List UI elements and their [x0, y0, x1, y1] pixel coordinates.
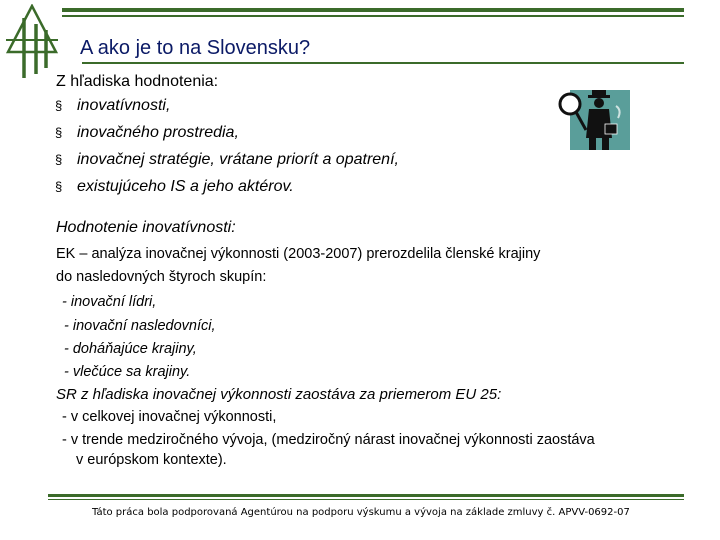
section-heading: Hodnotenie inovatívnosti: — [56, 219, 236, 236]
sr-item: - v trende medziročného vývoja, (medziročný nárast inovačnej výkonnosti zaostáva — [62, 432, 595, 448]
group-item: - vlečúce sa krajiny. — [64, 364, 191, 380]
header-rule-thin — [62, 15, 684, 17]
bullet-item: inovatívnosti, — [77, 97, 171, 114]
ek-text-line: do nasledovných štyroch skupín: — [56, 269, 267, 285]
bullet-marker: § — [55, 179, 63, 194]
bullet-item: existujúceho IS a jeho aktérov. — [77, 178, 294, 195]
detective-magnifier-icon — [556, 86, 634, 156]
ek-text-line: EK – analýza inovačnej výkonnosti (2003-2007) prerozdelila členské krajiny — [56, 246, 541, 262]
bullet-marker: § — [55, 152, 63, 167]
footer-rule — [48, 494, 684, 497]
page-title: A ako je to na Slovensku? — [80, 37, 311, 59]
footer-text: Táto práca bola podporovaná Agentúrou na podporu výskumu a vývoja na základe zmluvy č. APVV-0692-07 — [92, 507, 630, 518]
title-underline — [82, 62, 684, 64]
bullet-marker: § — [55, 125, 63, 140]
bullet-item: inovačnej stratégie, vrátane priorít a opatrení, — [77, 151, 399, 168]
header-rule — [62, 8, 684, 12]
footer-rule-thin — [48, 499, 684, 500]
sr-item: - v celkovej inovačnej výkonnosti, — [62, 409, 277, 425]
group-item: - doháňajúce krajiny, — [64, 341, 197, 357]
sr-heading: SR z hľadiska inovačnej výkonnosti zaostáva za priemerom EU 25: — [56, 386, 502, 403]
logo — [4, 4, 60, 80]
intro-text: Z hľadiska hodnotenia: — [56, 73, 219, 90]
bullet-item: inovačného prostredia, — [77, 124, 239, 141]
group-item: - inovační nasledovníci, — [64, 318, 216, 334]
group-item: - inovační lídri, — [62, 294, 157, 310]
sr-item: v európskom kontexte). — [76, 452, 227, 468]
bullet-marker: § — [55, 98, 63, 113]
